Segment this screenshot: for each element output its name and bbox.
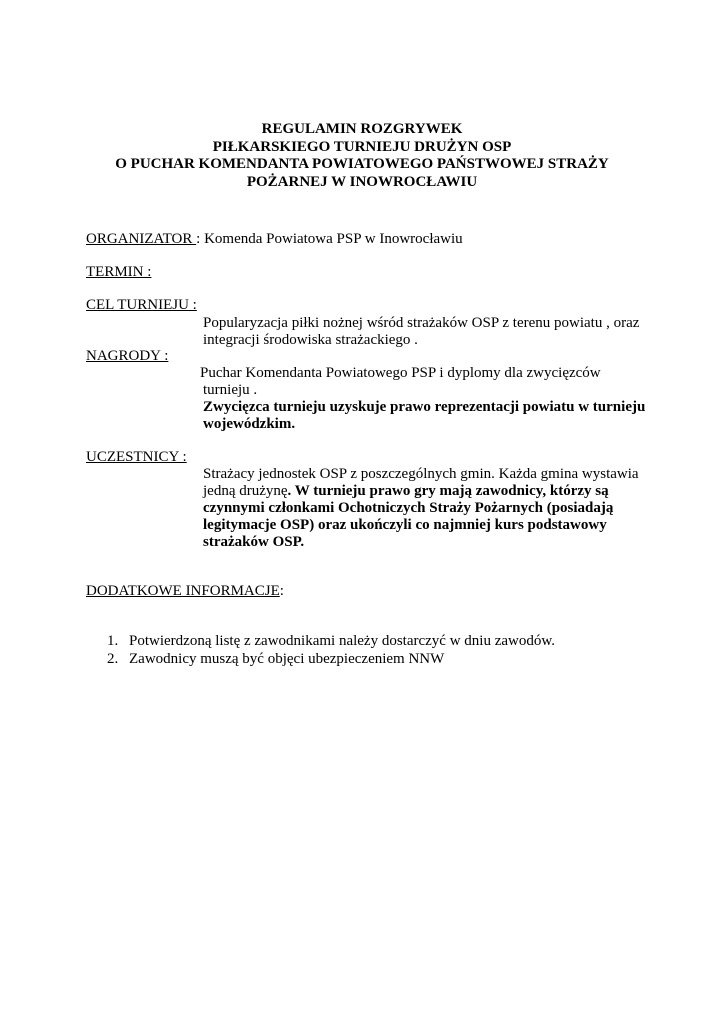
document-title [0, 121, 724, 191]
cel-line-2: integracji środowiska strażackiego . [203, 332, 418, 348]
organizator-colon: : [196, 231, 205, 247]
dodatkowe-colon: : [279, 583, 284, 599]
uczestnicy-line-2-bold: . W turnieju prawo gry mają zawodnicy, którzy są [287, 483, 609, 499]
title-line-4: POŻARNEJ W INOWROCŁAWIU [246, 173, 478, 190]
list-item-text: Potwierdzoną listę z zawodnikami należy dostarczyć w dniu zawodów. [129, 633, 555, 649]
list-item [107, 650, 444, 668]
organizator-value: Komenda Powiatowa PSP w Inowrocławiu [204, 231, 463, 247]
uczestnicy-line-2-normal: jedną drużynę [203, 483, 288, 499]
organizator-label: ORGANIZATOR [86, 231, 197, 247]
nagrody-label: NAGRODY : [86, 348, 169, 364]
cel-label: CEL TURNIEJU : [86, 297, 197, 313]
uczestnicy-line-1: Strażacy jednostek OSP z poszczególnych gmin. Każda gmina wystawia [203, 466, 639, 482]
list-item-number: 2. [107, 651, 119, 667]
dodatkowe-row [86, 582, 284, 600]
uczestnicy-line-4: legitymacje OSP) oraz ukończyli co najmniej kurs podstawowy [203, 517, 607, 533]
termin-label: TERMIN : [86, 264, 152, 280]
title-line-3: O PUCHAR KOMENDANTA POWIATOWEGO PAŃSTWOWEJ STRAŻY [115, 156, 609, 172]
cel-line-1: Popularyzacja piłki nożnej wśród strażaków OSP z terenu powiatu , oraz [203, 315, 640, 331]
organizator-row [86, 230, 463, 248]
uczestnicy-line-3: czynnymi członkami Ochotniczych Straży Pożarnych (posiadają [203, 500, 614, 516]
uczestnicy-label: UCZESTNICY : [86, 449, 187, 465]
title-line-2: PIŁKARSKIEGO TURNIEJU DRUŻYN OSP [212, 138, 512, 155]
uczestnicy-line-2 [203, 482, 609, 500]
title-line-1: REGULAMIN ROZGRYWEK [261, 121, 463, 137]
list-item-text: Zawodnicy muszą być objęci ubezpieczeniem NNW [129, 651, 445, 667]
list-item [107, 632, 555, 650]
nagrody-bold-1: Zwycięzca turnieju uzyskuje prawo reprezentacji powiatu w turnieju [203, 399, 646, 415]
list-item-number: 1. [107, 633, 119, 649]
uczestnicy-line-5: strażaków OSP. [203, 534, 305, 550]
nagrody-line-2: turnieju . [203, 382, 258, 398]
nagrody-line-1: Puchar Komendanta Powiatowego PSP i dyplomy dla zwycięzców [200, 365, 601, 381]
nagrody-bold-2: wojewódzkim. [203, 416, 296, 432]
dodatkowe-label: DODATKOWE INFORMACJE [86, 583, 280, 599]
